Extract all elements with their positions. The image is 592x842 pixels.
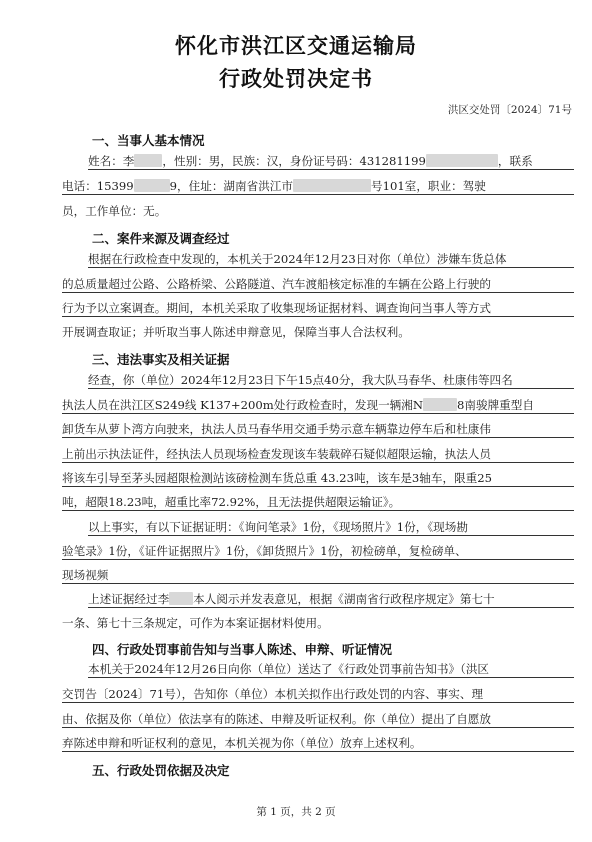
case-source-line: 开展调查取证；并听取当事人陈述申辩意见，保障当事人合法权利。 bbox=[62, 325, 410, 339]
section-heading-case-source: 二、案件来源及调查经过 bbox=[92, 231, 230, 246]
redaction-mark bbox=[293, 179, 371, 192]
page-number: 第 1 页，共 2 页 bbox=[256, 806, 336, 818]
evidence-confirmation-line: 上述证据经过李 本人阅示并发表意见，根据《湖南省行政程序规定》第七十 bbox=[88, 591, 574, 608]
redaction-mark bbox=[169, 592, 193, 605]
notification-line: 弃陈述申辩和听证权利的意见，本机关视为你（单位）放弃上述权利。 bbox=[62, 735, 574, 752]
notification-line: 交罚告〔2024〕71号），告知你（单位）本机关拟作出行政处罚的内容、事实、理 bbox=[62, 686, 574, 703]
party-info-line-3: 员，工作单位：无。 bbox=[62, 204, 167, 218]
facts-line: 卸货车从萝卜湾方向驶来，执法人员马春华用交通手势示意车辆靠边停车后和杜康伟 bbox=[62, 421, 574, 438]
section-heading-facts-evidence: 三、违法事实及相关证据 bbox=[92, 352, 230, 367]
agency-title: 怀化市洪江区交通运输局 bbox=[175, 34, 417, 58]
evidence-line: 现场视频 bbox=[62, 567, 574, 584]
document-number: 洪区交处罚〔2024〕71号 bbox=[447, 104, 572, 116]
facts-line: 上前出示执法证件，经执法人员现场检查发现该车装载碎石疑似超限运输，执法人员 bbox=[62, 446, 574, 463]
facts-line: 执法人员在洪江区S249线 K137+200m处行政检查时，发现一辆湘N 8南骏牌重型自 bbox=[62, 397, 574, 414]
evidence-line: 验笔录》1份，《证件证据照片》1份，《卸货照片》1份，初检磅单，复检磅单、 bbox=[62, 543, 574, 560]
notification-line: 本机关于2024年12月26日向你（单位）送达了《行政处罚事前告知书》（洪区 bbox=[88, 661, 574, 678]
facts-line: 经查，你（单位）2024年12月23日下午15点40分，我大队马春华、杜康伟等四名 bbox=[88, 372, 574, 389]
case-source-line: 根据在行政检查中发现的，本机关于2024年12月23日对你（单位）涉嫌车货总体 bbox=[88, 251, 574, 268]
section-heading-party-info: 一、当事人基本情况 bbox=[92, 133, 205, 148]
facts-line: 将该车引导至茅头园超限检测站该磅检测车货总重 43.23吨，该车是3轴车，限重25 bbox=[62, 470, 574, 487]
section-heading-notification: 四、行政处罚事前告知与当事人陈述、申辩、听证情况 bbox=[92, 642, 393, 657]
redaction-mark bbox=[423, 398, 457, 411]
facts-line: 吨，超限18.23吨，超重比率72.92%，且无法提供超限运输证》。 bbox=[62, 494, 574, 511]
case-source-line: 的总质量超过公路、公路桥梁、公路隧道、汽车渡船核定标准的车辆在公路上行驶的 bbox=[62, 276, 574, 293]
section-heading-penalty-basis: 五、行政处罚依据及决定 bbox=[92, 763, 230, 778]
redaction-mark bbox=[134, 154, 162, 167]
party-info-line-1: 姓名：李 ，性别：男，民族：汉，身份证号码：431281199 ，联系 bbox=[88, 153, 574, 170]
redaction-mark bbox=[134, 179, 170, 192]
evidence-line: 以上事实，有以下证据证明：《询问笔录》1份，《现场照片》1份，《现场勘 bbox=[88, 519, 574, 536]
redaction-mark bbox=[426, 154, 498, 167]
case-source-line: 行为予以立案调查。期间，本机关采取了收集现场证据材料、调查询问当事人等方式 bbox=[62, 300, 574, 317]
notification-line: 由、依据及你（单位）依法享有的陈述、申辩及听证权利。你（单位）提出了自愿放 bbox=[62, 711, 574, 728]
evidence-confirmation-line: 一条、第七十三条规定，可作为本案证据材料使用。 bbox=[62, 616, 329, 630]
party-info-line-2: 电话：15399 9，住址：湖南省洪江市 号101室，职业：驾驶 bbox=[62, 178, 574, 195]
document-title: 行政处罚决定书 bbox=[219, 67, 373, 91]
